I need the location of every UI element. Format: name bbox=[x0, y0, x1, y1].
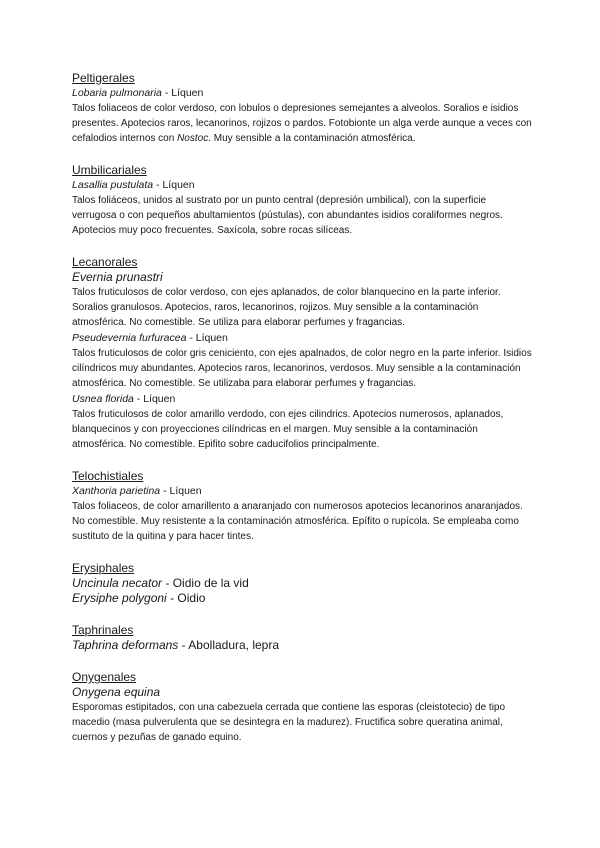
desc-text: . Muy sensible a la contaminación atmosférica. bbox=[208, 133, 416, 144]
common-name: - Líquen bbox=[160, 485, 202, 497]
scientific-name: Erysiphe polygoni bbox=[72, 591, 167, 605]
common-name: - Líquen bbox=[133, 393, 176, 405]
section-heading: Erysiphales bbox=[72, 561, 135, 575]
section-lecanorales bbox=[72, 255, 532, 452]
desc-text: Talos foliaceos de color verdoso, con lobulos o depresiones semejantes a alveolos. Soralios e isidios presentes. Apotecios raros, lecanorinos, rojizos o pardos. Fotobionte un alga verde aunque a veces con cefalodios internos con bbox=[72, 103, 532, 144]
scientific-name: Uncinula necator bbox=[72, 576, 163, 590]
common-name: - Líquen bbox=[153, 179, 195, 191]
desc-italic: Nostoc bbox=[177, 133, 209, 144]
species-description bbox=[72, 101, 532, 146]
species-description: Talos fruticulosos de color verdoso, con ejes aplanados, de color blanquecino en la parte inferior. Soralios granulosos. Apotecios, raros, lecanorinos, rojizos. Muy sensible a la contaminación atmosférica. No comestible. Se utiliza para elaborar perfumes y fragancias. bbox=[72, 287, 501, 328]
common-name: - Oidio de la vid bbox=[162, 576, 249, 590]
species-title bbox=[72, 392, 532, 407]
section-peltigerales bbox=[72, 71, 532, 146]
section-heading: Telochistiales bbox=[72, 469, 144, 483]
common-name: - Líquen bbox=[186, 332, 228, 344]
species-title bbox=[72, 484, 532, 499]
scientific-name: Evernia prunastri bbox=[72, 270, 163, 284]
scientific-name: Xanthoria parietina bbox=[72, 485, 161, 497]
section-heading: Peltigerales bbox=[72, 71, 135, 85]
section-heading: Taphrinales bbox=[72, 623, 134, 637]
species-title bbox=[72, 331, 532, 346]
common-name: - Líquen bbox=[161, 87, 204, 99]
species-title bbox=[72, 270, 532, 285]
species-title bbox=[72, 685, 532, 700]
section-telochistiales bbox=[72, 469, 532, 544]
species-description: Talos fruticulosos de color amarillo verdodo, con ejes cilindrics. Apotecios numerosos, aplanados, blanquecinos y con proyecciones cilíndricas en el margen. Muy sensible a la contaminación atmosférica. No comestible. Epifito sobre caducifolios principalmente. bbox=[72, 409, 504, 450]
document-page bbox=[72, 71, 532, 762]
common-name: - Abolladura, lepra bbox=[178, 638, 280, 652]
section-umbilicariales bbox=[72, 163, 532, 238]
section-taphrinales bbox=[72, 623, 532, 653]
section-onygenales bbox=[72, 670, 532, 745]
species-title bbox=[72, 178, 532, 193]
scientific-name: Pseudevernia furfuracea bbox=[72, 332, 187, 344]
scientific-name: Taphrina deformans bbox=[72, 638, 179, 652]
species-description: Talos fruticulosos de color gris ceniciento, con ejes apalnados, de color negro en la parte inferior. Isidios cilíndricos muy abundantes. Apotecios raros, lecanorinos, verdosos. Muy sensible a la contaminación atmosférica. No comestible. Se utilizaba para elaborar perfumes y fragancias. bbox=[72, 348, 532, 389]
scientific-name: Onygena equina bbox=[72, 685, 161, 699]
section-heading: Onygenales bbox=[72, 670, 137, 684]
scientific-name: Lobaria pulmonaria bbox=[72, 87, 162, 99]
section-heading: Umbilicariales bbox=[72, 163, 147, 177]
common-name: - Oidio bbox=[166, 591, 206, 605]
species-description: Talos foliaceos, de color amarillento a anaranjado con numerosos apotecios lecanorinos anaranjados. No comestible. Muy resistente a la contaminación atmosférica. Epífito o rupícola. Se empleaba como sustituto de la quitina y para hacer tintes. bbox=[72, 501, 523, 542]
species-title bbox=[72, 576, 532, 591]
species-title bbox=[72, 86, 532, 101]
scientific-name: Lasallia pustulata bbox=[72, 179, 154, 191]
species-description: Talos foliáceos, unidos al sustrato por un punto central (depresión umbilical), con la superficie verrugosa o con pequeños abultamientos (pústulas), con abundantes isidios coraliformes negros. Apotecios muy poco frecuentes. Saxícola, sobre rocas silíceas. bbox=[72, 195, 503, 236]
species-description: Esporomas estipitados, con una cabezuela cerrada que contiene las esporas (cleistotecio) de tipo macedio (masa pulverulenta que se desintegra en la madurez). Fructifica sobre queratina animal, cuernos y pezuñas de ganado equino. bbox=[72, 702, 506, 743]
section-erysiphales bbox=[72, 561, 532, 606]
species-title bbox=[72, 638, 532, 653]
section-heading: Lecanorales bbox=[72, 255, 138, 269]
scientific-name: Usnea florida bbox=[72, 393, 134, 405]
species-title bbox=[72, 591, 532, 606]
